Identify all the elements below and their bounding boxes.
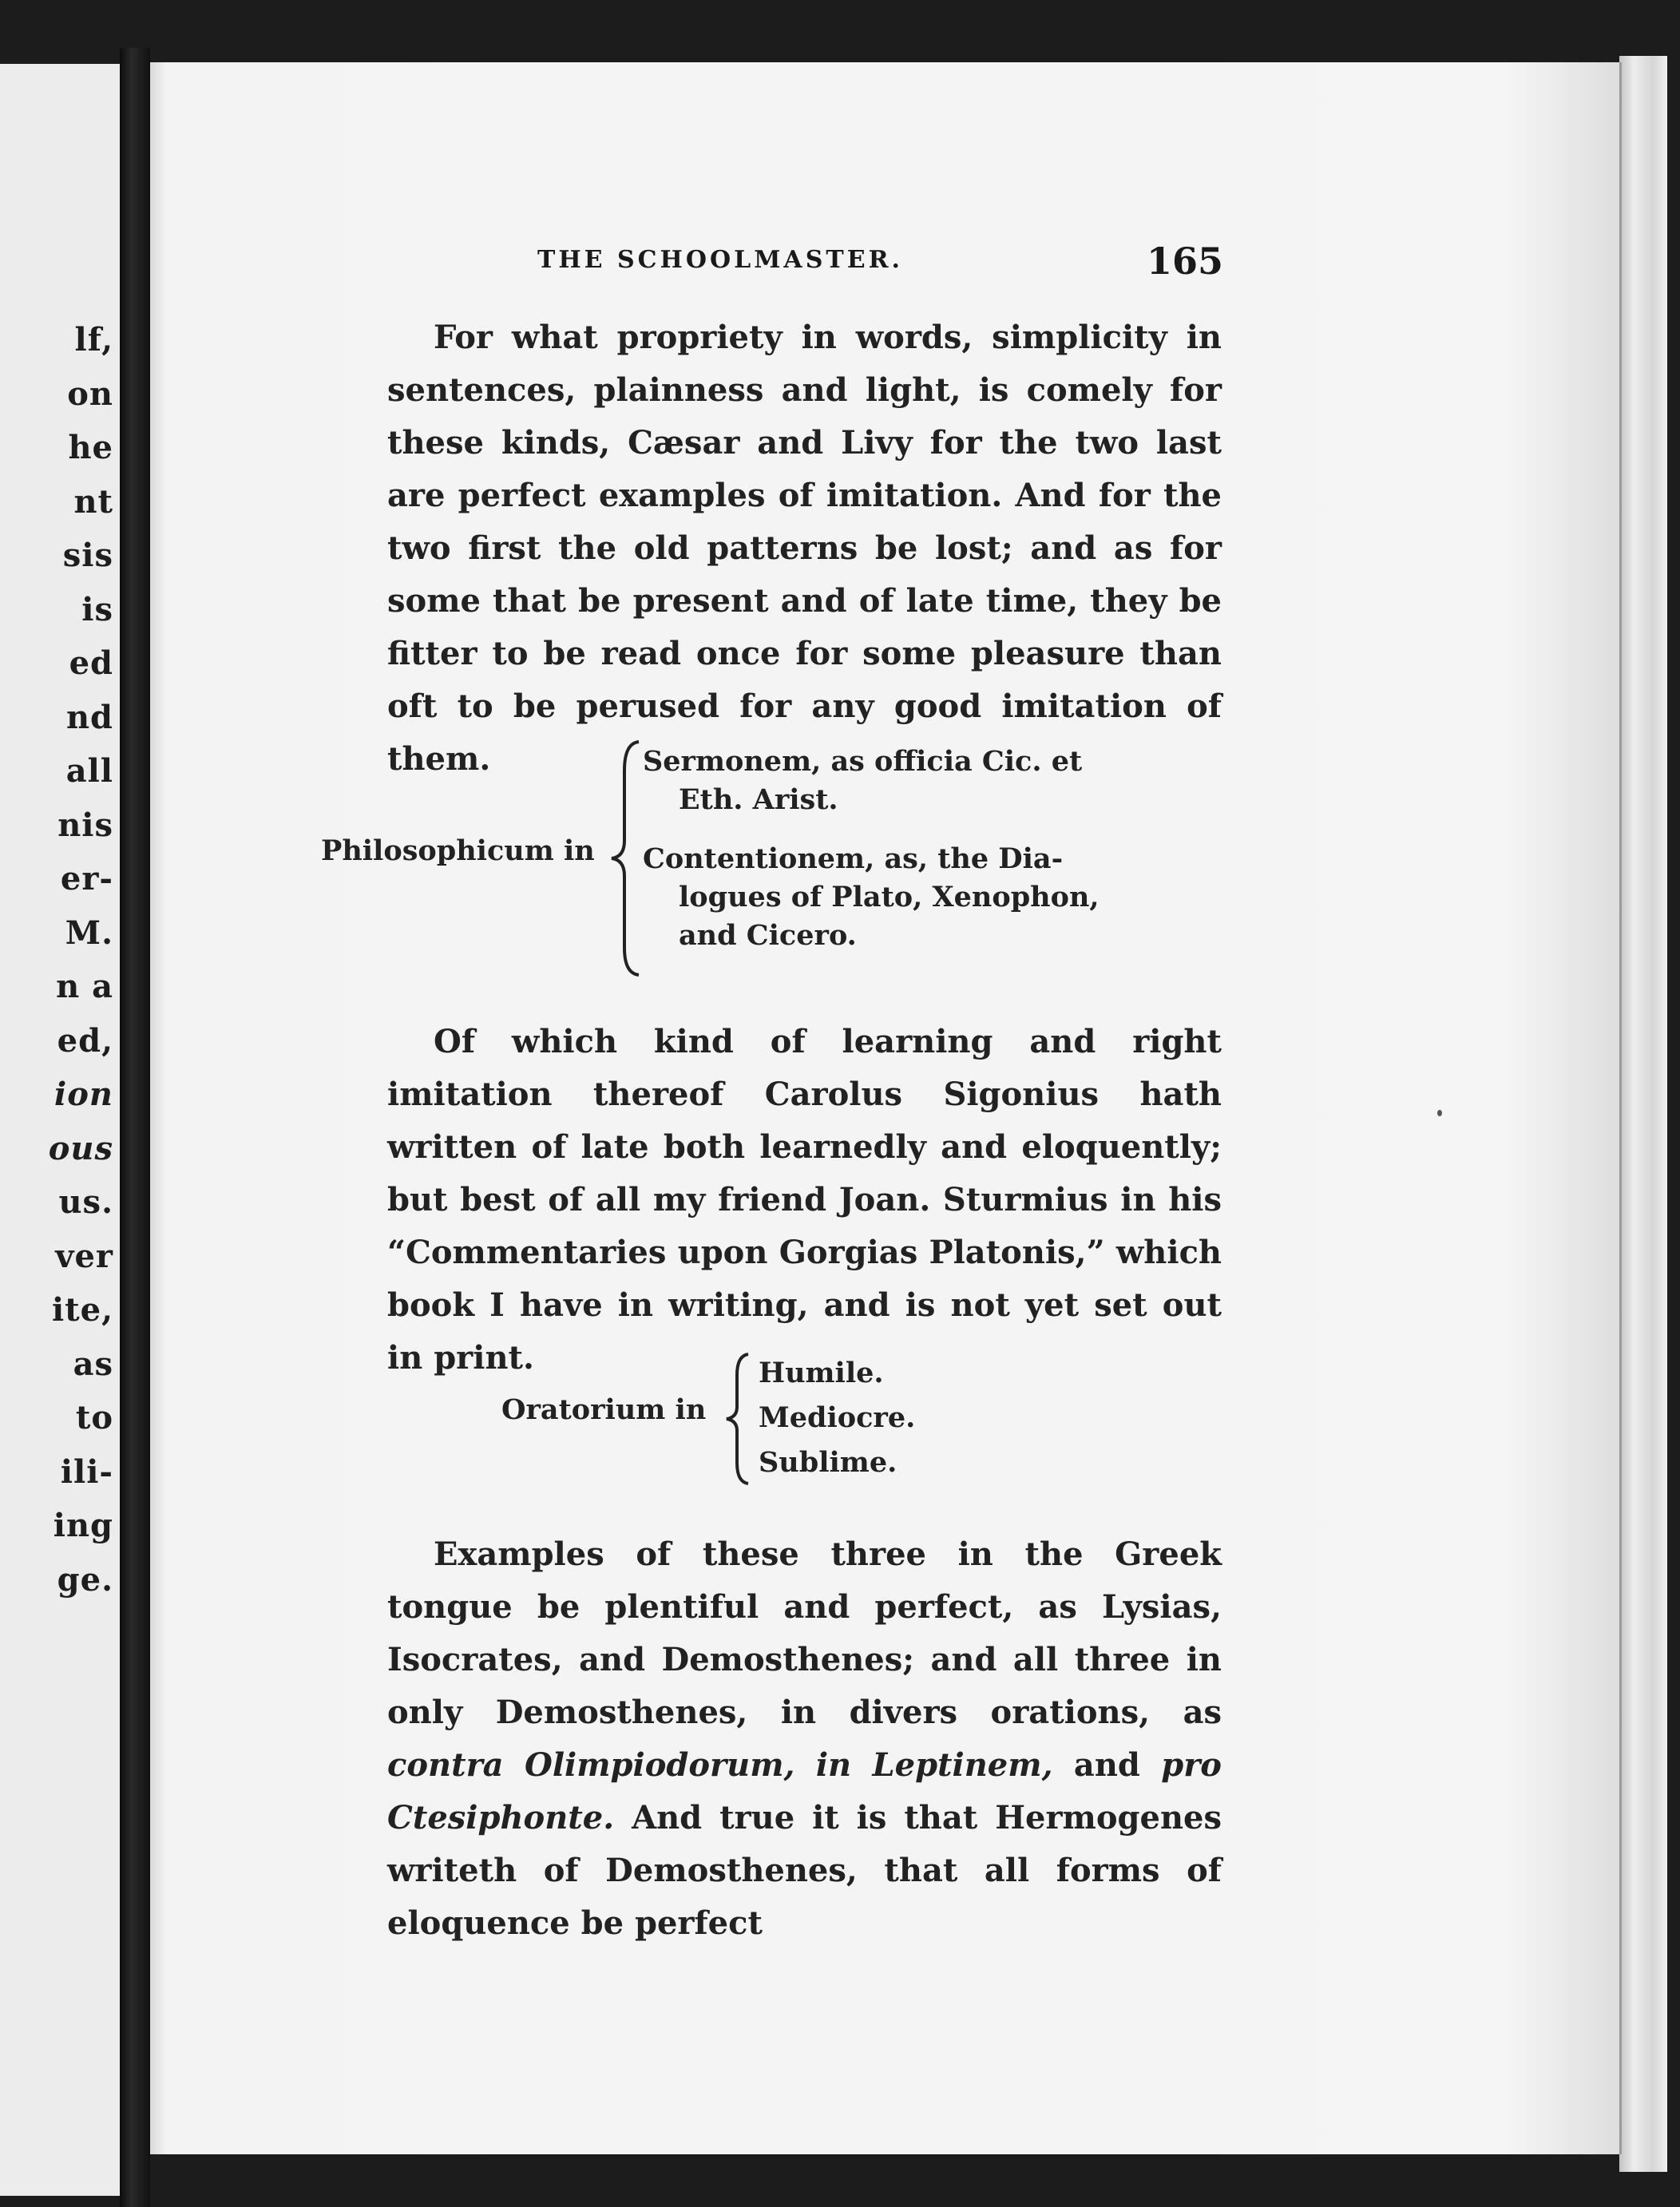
facing-page-line-fragment: sis [62, 537, 113, 574]
facing-page-line-fragment: all [65, 752, 113, 790]
running-head [389, 240, 1223, 287]
facing-page-line-fragment: ous [48, 1129, 113, 1167]
facing-page-line-fragment: ing [53, 1507, 113, 1544]
philosophicum-items [643, 743, 1100, 955]
brace-item-mediocre: Mediocre. [759, 1401, 916, 1434]
facing-page-line-fragment: nis [57, 806, 113, 844]
facing-page-fragment [0, 64, 120, 2196]
facing-page-line-fragment: nd [65, 698, 113, 736]
paragraph-3: Examples of these three in the Greek tongue be plentiful and perfect, as Lysias, Isocrates, and Demosthenes; and all three in only Demosthenes, in divers orations, as contra Olimpiodorum, in Leptinem, and pro Ctesiphonte. And true it is that Hermogenes writeth of Demosthenes, that all forms of eloquence be perfect [387, 1535, 1222, 1942]
facing-page-line-fragment: ed, [57, 1021, 113, 1060]
facing-page-line-fragment: ed [69, 644, 113, 682]
page-number: 165 [1146, 240, 1223, 283]
facing-page-line-fragment: nt [73, 482, 113, 521]
facing-page-line-fragment: M. [65, 913, 113, 952]
italic-titles-2: pro Ctesiphonte. [387, 1746, 1222, 1837]
paragraph-2: Of which kind of learning and right imitation thereof Carolus Sigonius hath written of late both learnedly and eloquently; but best of all my friend Joan. Sturmius in his “Commentaries upon Gorgias Platonis,” which book I have in writing, and is not yet set out in print. [387, 1023, 1222, 1377]
facing-page-line-fragment: he [68, 429, 113, 466]
brace-item-contentionem: Contentionem, as, the Dia- logues of Plato, Xenophon, and Cicero. [643, 842, 1100, 952]
facing-page-line-fragment: to [75, 1399, 113, 1436]
facing-page-line-fragment: us. [58, 1183, 113, 1221]
paper-speck [1437, 1110, 1442, 1116]
italic-titles-1: contra Olimpiodorum, in Leptinem, [387, 1746, 1053, 1784]
brace-item-humile: Humile. [759, 1357, 884, 1389]
paragraph-1: For what propriety in words, simplicity in sentences, plainness and light, is comely for these kinds, Cæsar and Livy for the two last are perfect examples of imitation. And for the two first the old patterns be lost; and as for some that be present and of late time, they be fitter to be read once for some pleasure than oft to be perused for any good imitation of them. [387, 319, 1222, 778]
facing-page-line-fragment: er- [60, 860, 113, 897]
page-edges [1619, 56, 1667, 2172]
facing-page-line-fragment: ili- [60, 1452, 113, 1491]
facing-page-line-fragment: ver [55, 1237, 113, 1275]
brace-item-sermonem: Sermonem, as officia Cic. et Eth. Arist. [643, 745, 1083, 816]
brace-label-oratorium: Oratorium in [501, 1393, 707, 1426]
left-brace-large [607, 739, 647, 978]
oratorium-items [759, 1351, 915, 1485]
facing-page-line-fragment: n a [56, 968, 113, 1005]
running-title: THE SCHOOLMASTER. [537, 246, 903, 274]
left-brace-small [723, 1351, 755, 1487]
brace-label-philosophicum: Philosophicum in [321, 834, 595, 867]
facing-page-line-fragment: on [67, 374, 113, 413]
brace-item-sublime: Sublime. [759, 1446, 897, 1479]
facing-page-line-fragment: lf, [74, 321, 113, 359]
facing-page-line-fragment: is [81, 590, 113, 628]
facing-page-line-fragment: ite, [51, 1291, 113, 1329]
facing-page-line-fragment: as [73, 1345, 113, 1383]
facing-page-line-fragment: ge. [57, 1560, 113, 1599]
book-gutter [120, 48, 150, 2207]
facing-page-line-fragment: ion [54, 1076, 113, 1113]
